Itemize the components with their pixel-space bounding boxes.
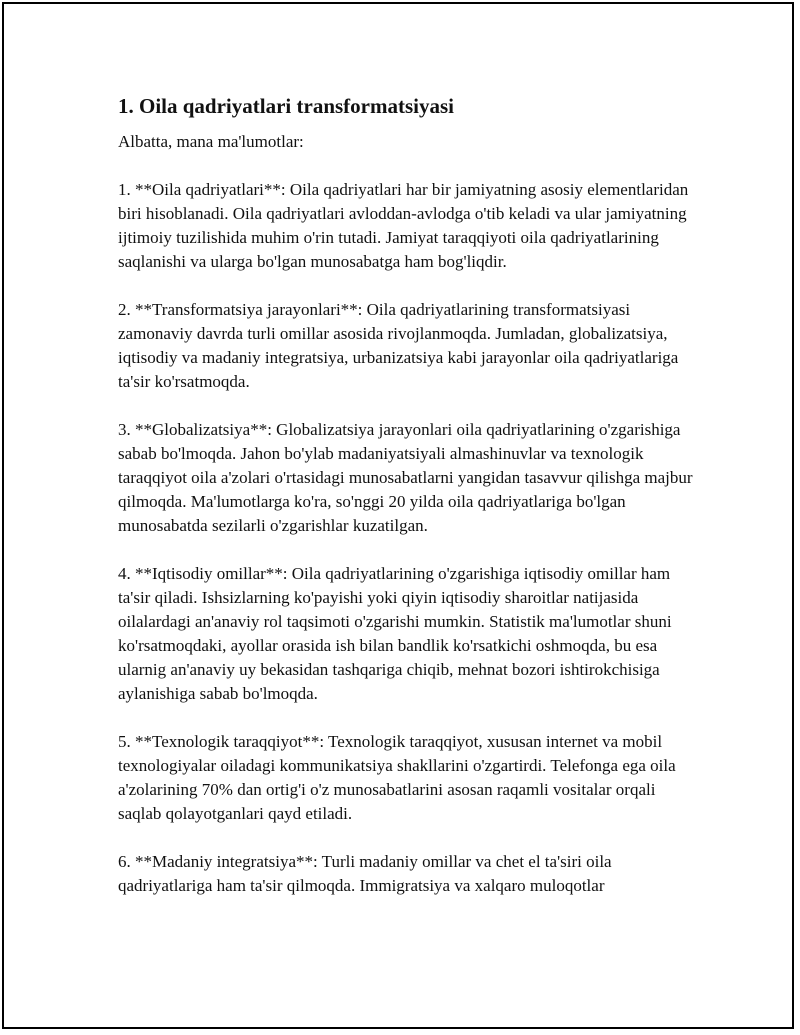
paragraph-2: 2. **Transformatsiya jarayonlari**: Oila qadriyatlarining transformatsiyasi zamonaviy davrda turli omillar asosida rivojlanmoqda. Jumladan, globalizatsiya, iqtisodiy va madaniy integratsiya, urbanizatsiya kabi jarayonlar oila qadriyatlariga ta'sir ko'rsatmoqda. xyxy=(118,300,679,391)
paragraph-4: 4. **Iqtisodiy omillar**: Oila qadriyatlarining o'zgarishiga iqtisodiy omillar ham ta'sir qiladi. Ishsizlarning ko'payishi yoki qiyin iqtisodiy sharoitlar natijasida oilalardagi an'anaviy rol taqsimoti o'zgarishi mumkin. Statistik ma'lumotlar shuni ko'rsatmoqdaki, ayollar orasida ish bilan bandlik ko'rsatkichi oshmoqda, bu esa ularnig an'anaviy uy bekasidan tashqariga chiqib, mehnat bozori ishtirokchisiga aylanishiga sabab bo'lmoqda. xyxy=(118,564,672,703)
paragraph-6: 6. **Madaniy integratsiya**: Turli madaniy omillar va chet el ta'siri oila qadriyatlariga ham ta'sir qilmoqda. Immigratsiya va xalqaro muloqotlar xyxy=(118,852,612,895)
paragraph-5: 5. **Texnologik taraqqiyot**: Texnologik taraqqiyot, xususan internet va mobil texnologiyalar oiladagi kommunikatsiya shakllarini o'zgartirdi. Telefonga ega oila a'zolarining 70% dan ortig'i o'z munosabatlarini asosan raqamli vositalar orqali saqlab qolayotganlari qayd etiladi. xyxy=(118,732,676,823)
document-body xyxy=(118,92,698,922)
intro-text: Albatta, mana ma'lumotlar: xyxy=(118,132,304,151)
paragraph-1: 1. **Oila qadriyatlari**: Oila qadriyatlari har bir jamiyatning asosiy elementlaridan biri hisoblanadi. Oila qadriyatlari avloddan-avlodga o'tib keladi va ular jamiyatning ijtimoiy tuzilishida muhim o'rin tutadi. Jamiyat taraqqiyoti oila qadriyatlarining saqlanishi va ularga bo'lgan munosabatga ham bog'liqdir. xyxy=(118,180,689,271)
paragraph-3: 3. **Globalizatsiya**: Globalizatsiya jarayonlari oila qadriyatlarining o'zgarishiga sabab bo'lmoqda. Jahon bo'ylab madaniyatsiyali almashinuvlar va texnologik taraqqiyot oila a'zolari o'rtasidagi munosabatlarni yangidan tasavvur qilishga majbur qilmoqda. Ma'lumotlarga ko'ra, so'nggi 20 yilda oila qadriyatlariga bo'lgan munosabatda sezilarli o'zgarishlar kuzatilgan. xyxy=(118,420,693,535)
document-title: 1. Oila qadriyatlari transformatsiyasi xyxy=(118,94,454,118)
